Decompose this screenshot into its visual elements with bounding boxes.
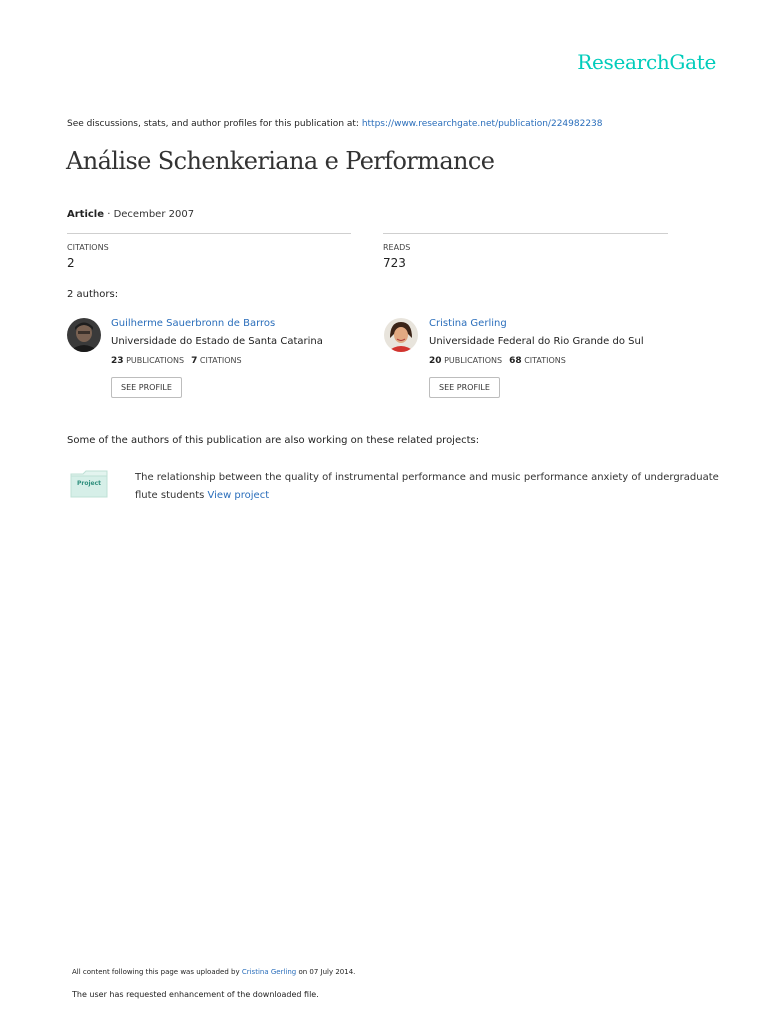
related-projects-heading: Some of the authors of this publication are also working on these related projects:	[67, 435, 480, 446]
publication-url-link[interactable]: https://www.researchgate.net/publication/224982238	[361, 119, 603, 129]
upload-prefix: All content following this page was uploaded by	[72, 968, 242, 976]
discussion-note	[67, 119, 603, 129]
discussion-text: See discussions, stats, and author profiles for this publication at:	[67, 119, 362, 129]
citations-label: CITATIONS	[67, 243, 109, 252]
reads-value: 723	[383, 256, 406, 270]
avatar-photo-icon	[384, 318, 418, 352]
author-2-institution: Universidade Federal do Rio Grande do Sul	[429, 336, 644, 347]
avatar-author-2[interactable]	[384, 318, 418, 352]
author-1-see-profile-button[interactable]: SEE PROFILE	[111, 377, 182, 398]
author-1-name-link[interactable]: Guilherme Sauerbronn de Barros	[111, 318, 276, 329]
author-2-publications-label: PUBLICATIONS	[444, 356, 503, 365]
authors-heading: 2 authors:	[67, 289, 119, 300]
avatar-photo-icon	[67, 318, 101, 352]
project-icon-label: Project	[76, 480, 102, 487]
author-1-publications-label: PUBLICATIONS	[126, 356, 185, 365]
researchgate-logo[interactable]: ResearchGate	[577, 50, 716, 74]
reads-label: READS	[383, 243, 411, 252]
publication-meta	[67, 209, 194, 220]
upload-suffix: on 07 July 2014.	[296, 968, 356, 976]
author-2-stats	[429, 356, 566, 366]
divider-citations	[67, 233, 351, 234]
author-2-citations-count: 68	[509, 356, 522, 366]
author-2-publications-count: 20	[429, 356, 442, 366]
author-1-publications-count: 23	[111, 356, 124, 366]
page-title: Análise Schenkeriana e Performance	[66, 147, 495, 175]
publication-date: December 2007	[113, 209, 195, 220]
divider-reads	[383, 233, 668, 234]
meta-separator: ·	[104, 209, 114, 220]
author-2-see-profile-button[interactable]: SEE PROFILE	[429, 377, 500, 398]
author-2-name-link[interactable]: Cristina Gerling	[429, 318, 507, 329]
citations-value: 2	[67, 256, 75, 270]
view-project-link[interactable]: View project	[207, 490, 270, 501]
upload-note	[72, 968, 355, 976]
author-2-citations-label: CITATIONS	[524, 356, 566, 365]
enhancement-note: The user has requested enhancement of the downloaded file.	[72, 990, 319, 999]
uploader-link[interactable]: Cristina Gerling	[241, 968, 297, 976]
author-1-citations-count: 7	[191, 356, 198, 366]
author-1-citations-label: CITATIONS	[199, 356, 242, 365]
publication-type: Article	[67, 209, 105, 220]
project-title: The relationship between the quality of instrumental performance and music performance anxiety of undergraduate flute students	[135, 472, 719, 501]
avatar-author-1[interactable]	[67, 318, 101, 352]
project-item	[135, 469, 725, 505]
author-1-institution: Universidade do Estado de Santa Catarina	[111, 336, 323, 347]
author-1-stats	[111, 356, 242, 366]
project-folder-icon	[70, 470, 108, 498]
